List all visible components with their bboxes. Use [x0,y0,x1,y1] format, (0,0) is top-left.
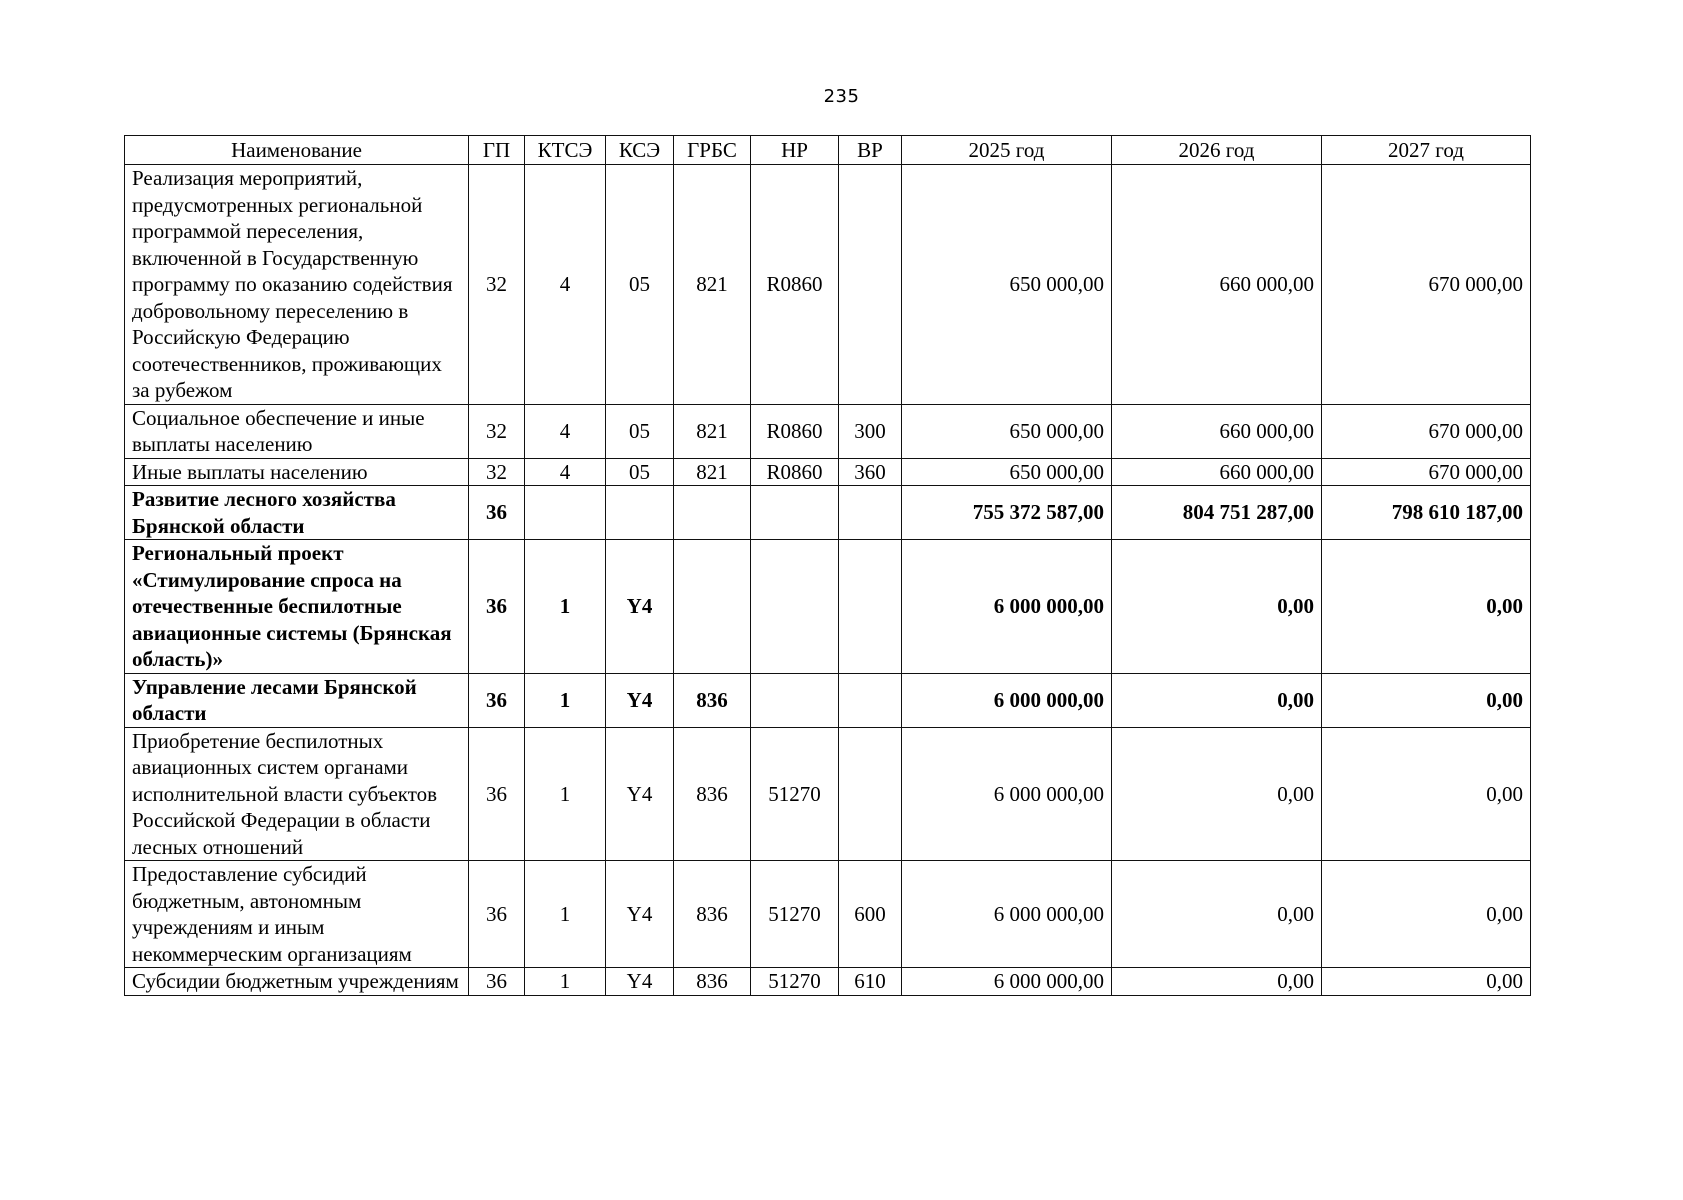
row-name: Реализация мероприятий, предусмотренных региональной программой переселения, включенной в Государственную программу по оказанию содействия добровольному переселению в Российскую Федерацию соотечественников, проживающих за рубежом [125,165,469,405]
row-gp: 36 [469,673,525,727]
row-vr: 600 [839,861,902,968]
table-row [125,404,1531,458]
row-2025: 755 372 587,00 [902,486,1112,540]
row-name: Региональный проект «Стимулирование спроса на отечественные беспилотные авиационные системы (Брянская область)» [125,540,469,674]
row-gp: 36 [469,727,525,861]
row-2026: 0,00 [1112,968,1322,996]
row-kse: Y4 [606,540,674,674]
row-2027: 0,00 [1322,861,1531,968]
row-nr: 51270 [751,861,839,968]
row-2026: 0,00 [1112,673,1322,727]
row-2025: 6 000 000,00 [902,727,1112,861]
row-2027: 0,00 [1322,540,1531,674]
row-2026: 804 751 287,00 [1112,486,1322,540]
row-2025: 6 000 000,00 [902,861,1112,968]
row-ktse [525,486,606,540]
row-kse: Y4 [606,673,674,727]
row-nr: 51270 [751,727,839,861]
row-nr [751,486,839,540]
row-ktse: 1 [525,861,606,968]
header-2026: 2026 год [1112,136,1322,165]
row-2025: 6 000 000,00 [902,968,1112,996]
row-2027: 670 000,00 [1322,165,1531,405]
row-gp: 36 [469,968,525,996]
row-nr: R0860 [751,458,839,486]
row-vr [839,486,902,540]
table-row-bold [125,673,1531,727]
row-gp: 32 [469,165,525,405]
row-kse: 05 [606,458,674,486]
table-row [125,727,1531,861]
row-kse: Y4 [606,727,674,861]
row-kse: 05 [606,404,674,458]
table-row [125,861,1531,968]
row-ktse: 4 [525,165,606,405]
row-2025: 6 000 000,00 [902,540,1112,674]
row-grbs: 836 [674,861,751,968]
header-name: Наименование [125,136,469,165]
row-kse: Y4 [606,968,674,996]
row-gp: 32 [469,458,525,486]
row-kse: 05 [606,165,674,405]
row-2027: 0,00 [1322,673,1531,727]
row-vr [839,727,902,861]
row-nr [751,673,839,727]
row-name: Предоставление субсидий бюджетным, автономным учреждениям и иным некоммерческим организациям [125,861,469,968]
row-vr [839,540,902,674]
row-name: Приобретение беспилотных авиационных систем органами исполнительной власти субъектов Российской Федерации в области лесных отношений [125,727,469,861]
row-2025: 650 000,00 [902,404,1112,458]
row-grbs: 821 [674,165,751,405]
header-vr: ВР [839,136,902,165]
row-kse: Y4 [606,861,674,968]
row-grbs [674,540,751,674]
row-2026: 660 000,00 [1112,458,1322,486]
row-2027: 670 000,00 [1322,404,1531,458]
row-grbs: 836 [674,727,751,861]
row-ktse: 4 [525,404,606,458]
row-gp: 36 [469,861,525,968]
row-nr: R0860 [751,165,839,405]
row-2026: 660 000,00 [1112,165,1322,405]
row-gp: 36 [469,486,525,540]
row-nr: R0860 [751,404,839,458]
row-nr: 51270 [751,968,839,996]
row-ktse: 1 [525,673,606,727]
row-ktse: 1 [525,727,606,861]
row-vr: 610 [839,968,902,996]
row-grbs: 836 [674,673,751,727]
header-2025: 2025 год [902,136,1112,165]
row-2025: 6 000 000,00 [902,673,1112,727]
page-number: 235 [823,86,860,107]
header-row [125,136,1531,165]
table-row [125,458,1531,486]
row-2025: 650 000,00 [902,458,1112,486]
row-2027: 798 610 187,00 [1322,486,1531,540]
row-vr [839,165,902,405]
row-kse [606,486,674,540]
header-gp: ГП [469,136,525,165]
row-2027: 0,00 [1322,727,1531,861]
row-vr [839,673,902,727]
row-ktse: 4 [525,458,606,486]
row-grbs [674,486,751,540]
header-grbs: ГРБС [674,136,751,165]
row-name: Развитие лесного хозяйства Брянской области [125,486,469,540]
row-name: Социальное обеспечение и иные выплаты населению [125,404,469,458]
row-2026: 0,00 [1112,540,1322,674]
row-2027: 670 000,00 [1322,458,1531,486]
row-2025: 650 000,00 [902,165,1112,405]
row-ktse: 1 [525,968,606,996]
row-2027: 0,00 [1322,968,1531,996]
header-nr: НР [751,136,839,165]
table-row-bold [125,540,1531,674]
table-row [125,165,1531,405]
row-name: Управление лесами Брянской области [125,673,469,727]
row-grbs: 821 [674,458,751,486]
row-vr: 300 [839,404,902,458]
row-2026: 0,00 [1112,861,1322,968]
row-ktse: 1 [525,540,606,674]
row-2026: 660 000,00 [1112,404,1322,458]
header-2027: 2027 год [1322,136,1531,165]
row-gp: 36 [469,540,525,674]
header-kse: КСЭ [606,136,674,165]
row-2026: 0,00 [1112,727,1322,861]
row-name: Субсидии бюджетным учреждениям [125,968,469,996]
row-nr [751,540,839,674]
header-ktse: КТСЭ [525,136,606,165]
budget-table [124,135,1531,996]
row-name: Иные выплаты населению [125,458,469,486]
table-row [125,968,1531,996]
row-grbs: 836 [674,968,751,996]
row-gp: 32 [469,404,525,458]
row-grbs: 821 [674,404,751,458]
table-row-bold [125,486,1531,540]
row-vr: 360 [839,458,902,486]
